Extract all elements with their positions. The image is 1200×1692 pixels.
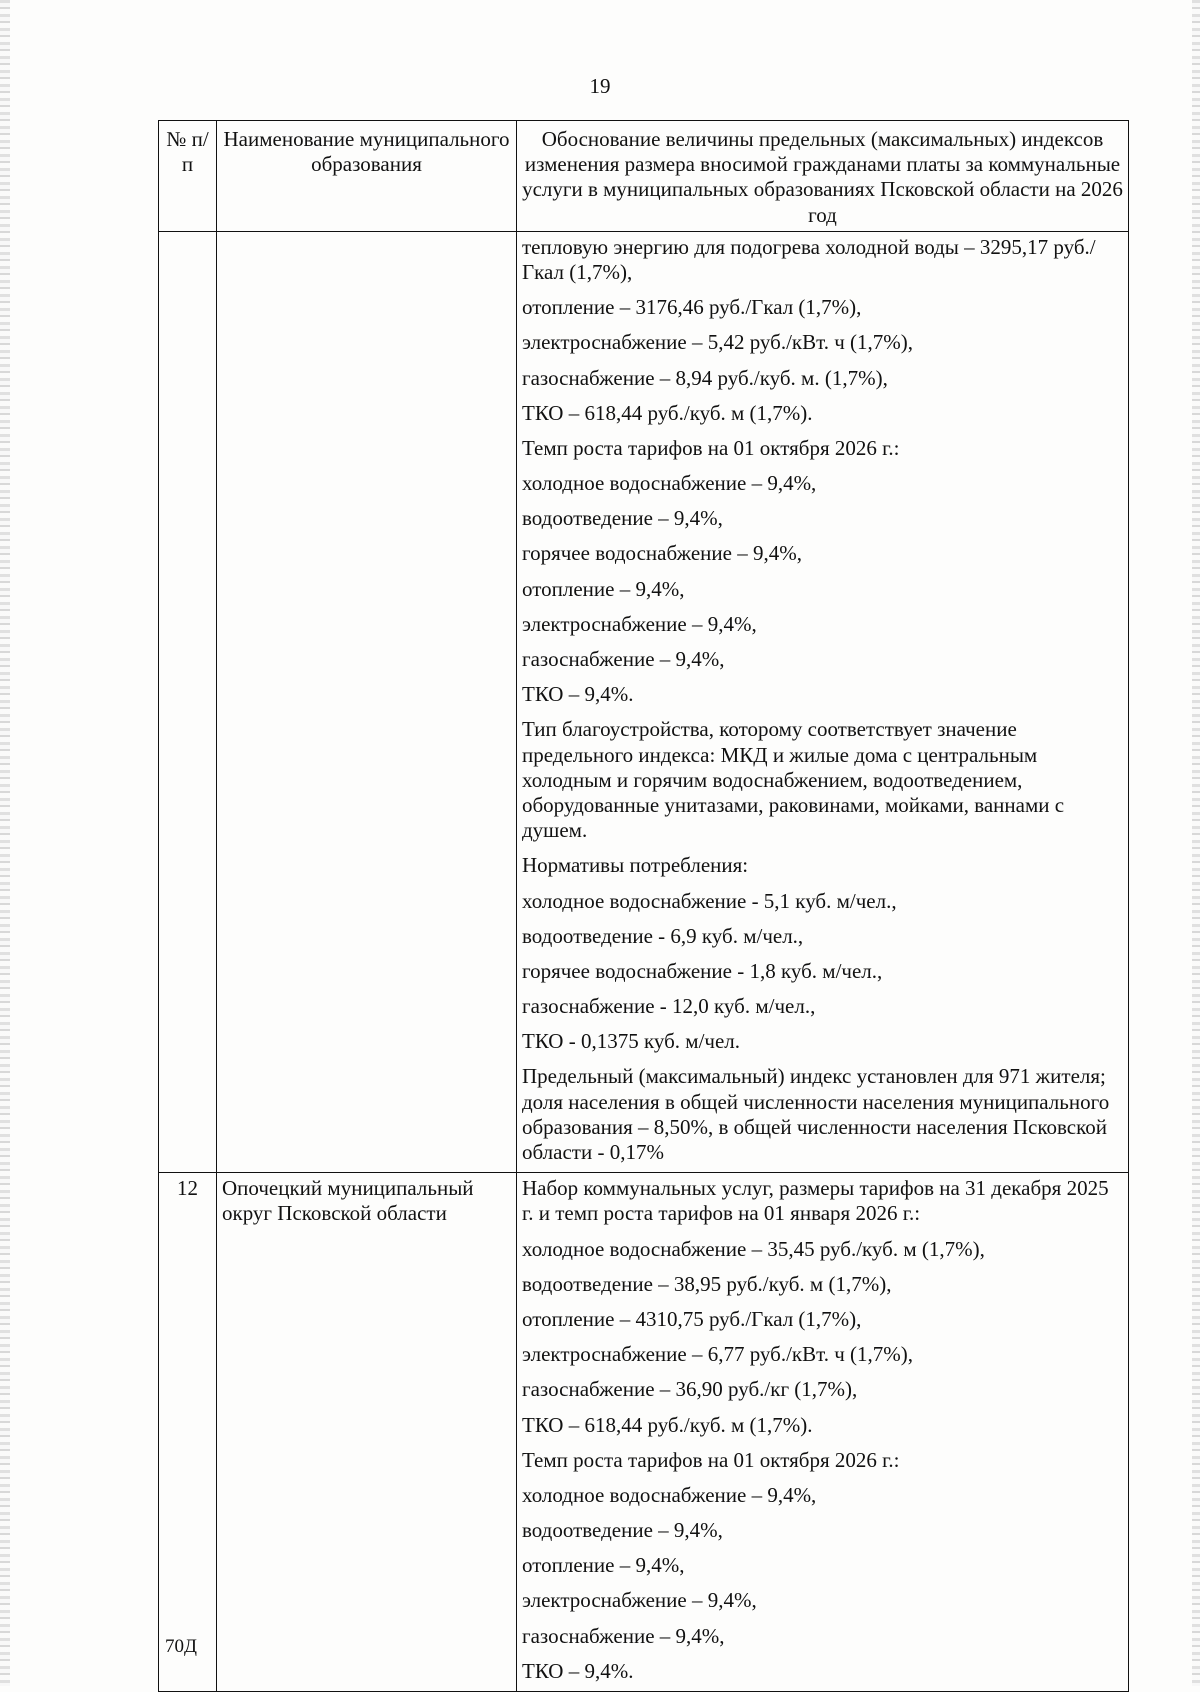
table-row	[159, 231, 1129, 1172]
justification-line: отопление – 9,4%,	[522, 576, 685, 601]
row-justification	[517, 231, 1129, 1172]
justification-line: газоснабжение - 12,0 куб. м/чел.,	[522, 994, 816, 1019]
justification-line: Набор коммунальных услуг, размеры тарифов на 31 декабря 2025 г. и темп роста тарифов на 01 января 2026 г.:	[522, 1176, 1109, 1226]
justification-line: водоотведение – 9,4%,	[522, 506, 723, 531]
header-name: Наименование муниципального образования	[217, 121, 517, 232]
justification-line: тепловую энергию для подогрева холодной воды – 3295,17 руб./Гкал (1,7%),	[522, 234, 1096, 284]
justification-line: газоснабжение – 9,4%,	[522, 1623, 725, 1648]
justification-line: Темп роста тарифов на 01 октября 2026 г.:	[522, 1447, 900, 1472]
justification-line: водоотведение – 9,4%,	[522, 1518, 723, 1543]
justification-line: ТКО – 9,4%.	[522, 1658, 634, 1683]
justification-line: горячее водоснабжение – 9,4%,	[522, 541, 802, 566]
justification-line: электроснабжение – 5,42 руб./кВт. ч (1,7%),	[522, 330, 914, 355]
justification-line: горячее водоснабжение - 1,8 куб. м/чел.,	[522, 958, 883, 983]
table-header-row	[159, 121, 1129, 232]
row-num	[159, 231, 217, 1172]
document-code: 70Д	[165, 1636, 197, 1657]
tariff-table	[158, 120, 1129, 1692]
page-number: 19	[589, 74, 611, 98]
justification-line: ТКО – 9,4%.	[522, 682, 634, 707]
justification-line: ТКО – 618,44 руб./куб. м (1,7%).	[522, 1412, 813, 1437]
justification-line: Нормативы потребления:	[522, 853, 749, 878]
justification-line: электроснабжение – 6,77 руб./кВт. ч (1,7%),	[522, 1342, 914, 1367]
row-justification	[517, 1173, 1129, 1692]
table-row	[159, 1173, 1129, 1692]
justification-line: газоснабжение – 9,4%,	[522, 647, 725, 671]
justification-line: электроснабжение – 9,4%,	[522, 611, 757, 636]
justification-line: газоснабжение – 36,90 руб./кг (1,7%),	[522, 1377, 858, 1402]
row-municipality: Опочецкий муниципальный округ Псковской области	[217, 1173, 517, 1692]
justification-line: водоотведение – 38,95 руб./куб. м (1,7%),	[522, 1271, 892, 1296]
justification-line: Тип благоустройства, которому соответствует значение предельного индекса: МКД и жилые дома с центральным холодным и горячим водоснабжением, водоотведением, оборудованные унитазами, раковинами, мойками, ваннами с душем.	[522, 717, 1065, 843]
justification-line: ТКО – 618,44 руб./куб. м (1,7%).	[522, 400, 813, 425]
justification-line: отопление – 4310,75 руб./Гкал (1,7%),	[522, 1306, 862, 1331]
row-municipality	[217, 231, 517, 1172]
justification-line: Темп роста тарифов на 01 октября 2026 г.:	[522, 435, 900, 460]
justification-line: газоснабжение – 8,94 руб./куб. м. (1,7%),	[522, 365, 888, 390]
scan-edge-left	[0, 0, 10, 1686]
justification-line: холодное водоснабжение – 9,4%,	[522, 1482, 817, 1507]
justification-line: отопление – 3176,46 руб./Гкал (1,7%),	[522, 295, 862, 320]
justification-line: водоотведение - 6,9 куб. м/чел.,	[522, 923, 804, 948]
header-num: № п/п	[159, 121, 217, 232]
justification-line: холодное водоснабжение - 5,1 куб. м/чел.,	[522, 888, 897, 913]
justification-line: отопление – 9,4%,	[522, 1553, 685, 1578]
row-num: 12	[159, 1173, 217, 1692]
scan-edge-right	[1192, 0, 1200, 1686]
justification-line: холодное водоснабжение – 9,4%,	[522, 471, 817, 496]
justification-line: электроснабжение – 9,4%,	[522, 1588, 757, 1613]
header-justification: Обоснование величины предельных (максимальных) индексов изменения размера вносимой гражданами платы за коммунальные услуги в муниципальных образованиях Псковской области на 2026 год	[517, 121, 1129, 232]
justification-line: ТКО - 0,1375 куб. м/чел.	[522, 1029, 741, 1054]
justification-line: холодное водоснабжение – 35,45 руб./куб. м (1,7%),	[522, 1236, 985, 1261]
justification-line: Предельный (максимальный) индекс установлен для 971 жителя; доля населения в общей численности населения муниципального образования – 8,50%, в общей численности населения Псковской области - 0,17%	[522, 1064, 1110, 1164]
